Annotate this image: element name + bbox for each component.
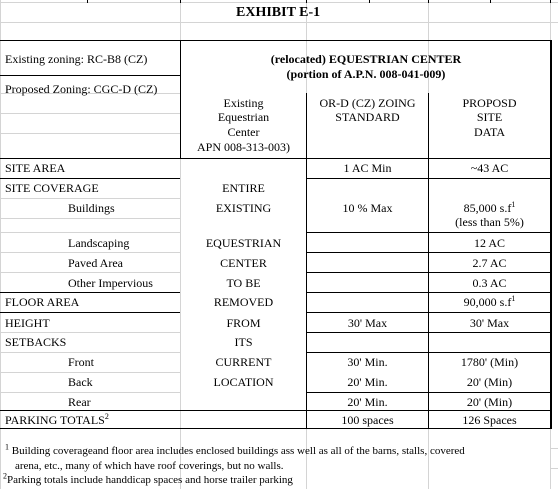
proposed-note: (less than 5%)	[455, 215, 524, 229]
table-border	[306, 272, 552, 273]
row-label-landscaping: Landscaping	[68, 236, 130, 250]
row-label-paved-area: Paved Area	[68, 256, 123, 270]
standard-cell: 20' Min.	[347, 375, 388, 389]
existing-header-line: Center	[227, 125, 260, 139]
standard-header-line: OR-D (CZ) ZOING	[319, 96, 416, 110]
proposed-cell: 2.7 AC	[472, 256, 507, 270]
footnote-ref: 1	[511, 294, 516, 303]
row-label-other-impervious: Other Impervious	[68, 276, 153, 290]
proposed-header-line: PROPOSD	[462, 96, 517, 110]
footnote-1-line2: arena, etc., many of which have roof coverings, but no walls.	[15, 460, 284, 472]
table-border	[306, 292, 552, 293]
table-border	[306, 312, 552, 313]
standard-cell: 1 AC Min	[343, 161, 392, 175]
grid-line	[551, 448, 558, 449]
proposed-value: 85,000 s.f	[463, 201, 512, 215]
grid-line	[0, 232, 180, 233]
existing-zoning: Existing zoning: RC-B8 (CZ)	[5, 52, 148, 66]
row-label-floor-area: FLOOR AREA	[5, 295, 80, 309]
footnote-2-text: Parking totals include handdicap spaces and horse trailer parking	[7, 474, 293, 486]
proposed-cell: 126 Spaces	[462, 413, 517, 427]
grid-line	[0, 332, 180, 333]
row-label-parking-text: PARKING TOTALS	[5, 413, 105, 427]
existing-cell: CURRENT	[215, 355, 272, 369]
cell-tick	[550, 0, 551, 3]
cell-tick	[490, 0, 491, 3]
table-border	[306, 332, 552, 333]
grid-line	[0, 22, 558, 23]
proposed-cell: 0.3 AC	[472, 276, 507, 290]
grid-line	[0, 133, 180, 134]
proposed-cell	[429, 201, 550, 215]
table-border	[0, 428, 552, 429]
existing-cell: FROM	[226, 316, 261, 330]
table-border	[306, 252, 552, 253]
existing-header-line: APN 008-313-003)	[197, 140, 290, 154]
table-border	[306, 352, 552, 353]
standard-cell: 20' Min.	[347, 395, 388, 409]
exhibit-title: EXHIBIT E-1	[236, 5, 321, 20]
table-border	[0, 40, 552, 41]
footnote-1-line1: Building coverageand floor area includes enclosed buildings ass well as all of the barns, stalls, covered	[11, 445, 465, 457]
row-label-rear: Rear	[68, 395, 91, 409]
proposed-cell: 30' Max	[469, 316, 510, 330]
grid-line	[0, 372, 180, 373]
grid-line	[0, 2, 558, 3]
grid-line	[0, 0, 1, 489]
grid-line	[0, 218, 180, 219]
table-border	[0, 75, 180, 76]
row-label-site-coverage: SITE COVERAGE	[5, 181, 99, 195]
proposed-zoning: Proposed Zoning: CGC-D (CZ)	[5, 82, 158, 96]
existing-header-line: Equestrian	[217, 110, 270, 124]
existing-cell: ITS	[234, 335, 253, 349]
footnote-1	[5, 444, 465, 458]
grid-line	[0, 113, 180, 114]
grid-line	[0, 252, 180, 253]
row-label-site-area: SITE AREA	[5, 161, 66, 175]
existing-cell: REMOVED	[213, 295, 274, 309]
grid-line	[0, 198, 180, 199]
footnote-mark: 1	[5, 442, 9, 452]
standard-cell: 30' Max	[347, 316, 388, 330]
footnote-ref: 2	[104, 412, 109, 421]
proposed-cell: ~43 AC	[470, 161, 509, 175]
grid-line	[0, 352, 180, 353]
proposed-header-line: DATA	[473, 125, 506, 139]
footnote-ref: 1	[511, 200, 516, 209]
proposed-cell: 12 AC	[473, 236, 505, 250]
existing-cell: EXISTING	[215, 201, 272, 215]
proposed-cell: 20' (Min)	[466, 395, 513, 409]
standard-cell: 30' Min.	[347, 355, 388, 369]
table-border	[306, 178, 552, 179]
row-label-height: HEIGHT	[5, 316, 50, 330]
table-border	[306, 392, 552, 393]
existing-cell: CENTER	[220, 256, 267, 270]
existing-cell: LOCATION	[213, 375, 274, 389]
center-subtitle: (portion of A.P.N. 008-041-009)	[286, 67, 446, 81]
standard-header-line: STANDARD	[335, 110, 400, 124]
table-border	[0, 410, 552, 411]
table-border	[550, 40, 552, 429]
cell-tick	[428, 0, 429, 3]
standard-cell: 100 spaces	[341, 413, 394, 427]
row-label-parking-totals	[5, 413, 109, 427]
table-border	[0, 312, 180, 313]
proposed-cell	[429, 295, 550, 309]
standard-cell: 10 % Max	[342, 201, 393, 215]
existing-cell: TO BE	[226, 276, 261, 290]
grid-line	[0, 272, 180, 273]
proposed-cell: 1780' (Min)	[460, 355, 519, 369]
table-border	[0, 178, 180, 179]
footnote-2	[3, 473, 293, 487]
table-border	[0, 292, 180, 293]
cell-tick	[180, 0, 181, 3]
grid-line	[0, 392, 180, 393]
cell-tick	[306, 0, 307, 3]
table-border	[306, 232, 552, 233]
row-label-setbacks: SETBACKS	[5, 335, 67, 349]
footnote-mark: 2	[3, 471, 7, 481]
cell-tick	[87, 0, 88, 3]
row-label-back: Back	[68, 375, 93, 389]
proposed-cell: 20' (Min)	[466, 375, 513, 389]
table-border	[0, 158, 552, 159]
row-label-front: Front	[68, 355, 95, 369]
proposed-value: 90,000 s.f	[463, 295, 512, 309]
center-title: (relocated) EQUESTRIAN CENTER	[270, 52, 462, 66]
proposed-header-line: SITE	[476, 110, 503, 124]
existing-cell: ENTIRE	[222, 181, 265, 195]
row-label-buildings: Buildings	[68, 201, 115, 215]
existing-header-line: Existing	[223, 96, 264, 110]
grid-line	[551, 468, 558, 469]
existing-cell: EQUESTRIAN	[205, 236, 282, 250]
cell-tick	[369, 0, 370, 3]
